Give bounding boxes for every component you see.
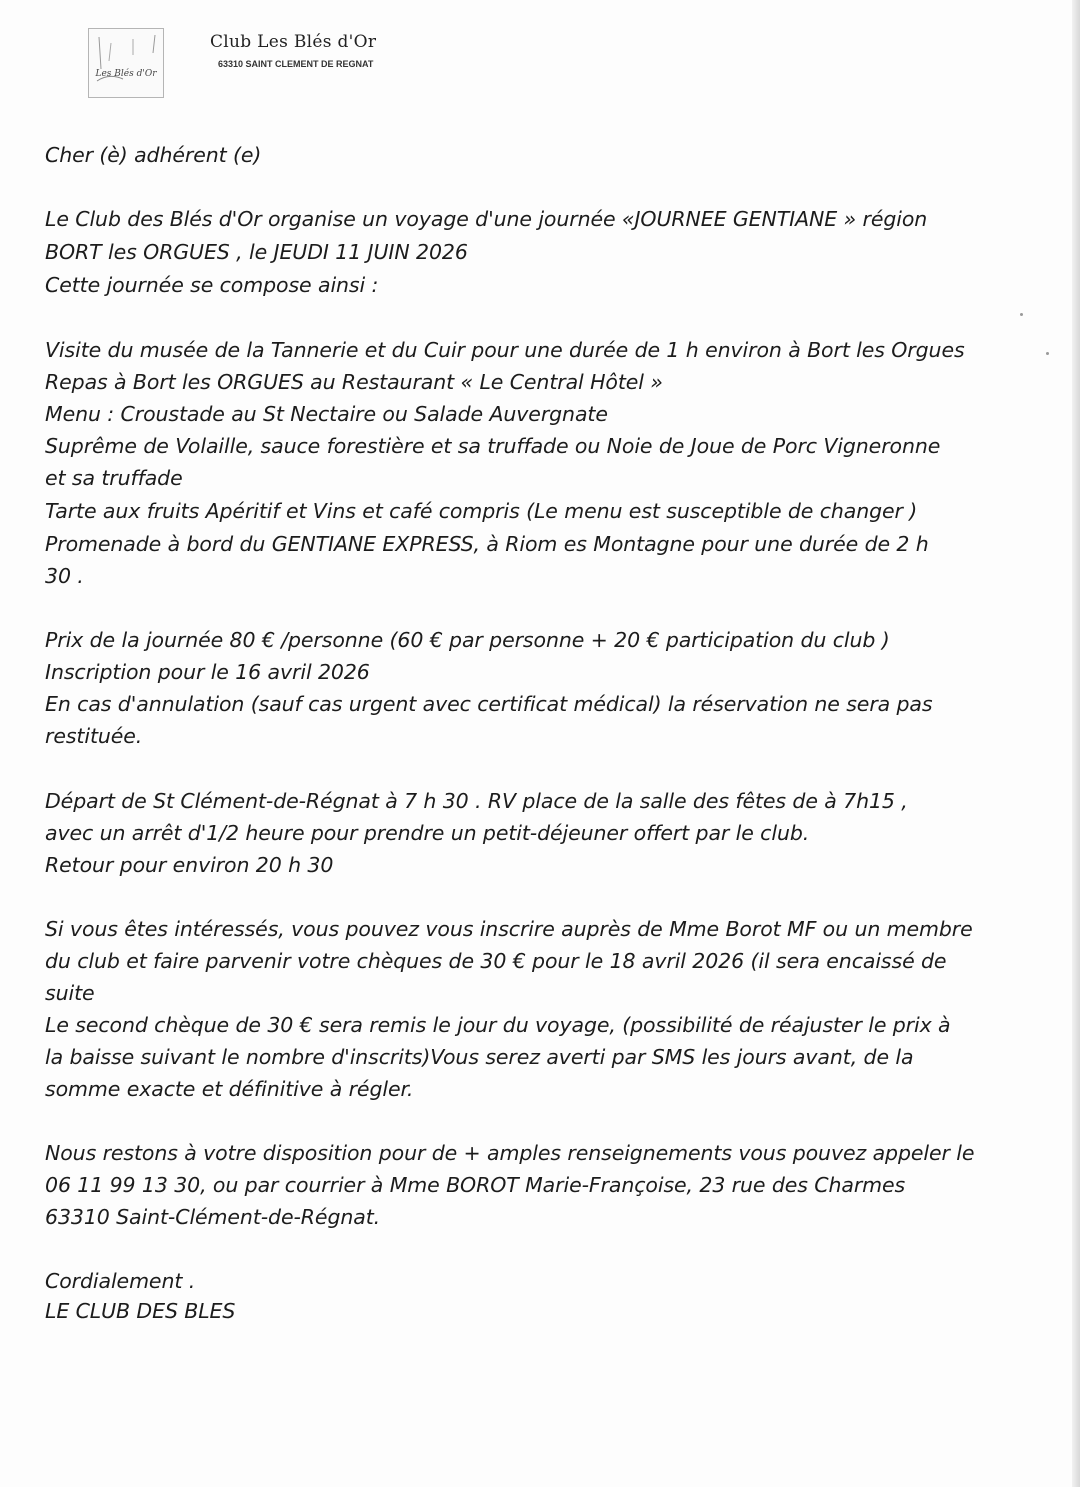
club-address: 63310 SAINT CLEMENT DE REGNAT <box>218 59 374 69</box>
registration-line: suite <box>45 981 95 1005</box>
price-line: Inscription pour le 16 avril 2026 <box>45 660 370 684</box>
price-line: En cas d'annulation (sauf cas urgent avec certificat médical) la réservation ne sera pas <box>45 692 933 716</box>
departure-line: Départ de St Clément-de-Régnat à 7 h 30 . RV place de la salle des fêtes de à 7h15 , <box>45 789 908 813</box>
price-line: restituée. <box>45 724 143 748</box>
club-logo <box>88 28 164 98</box>
signature: LE CLUB DES BLES <box>45 1299 236 1323</box>
program-line: et sa truffade <box>45 466 183 490</box>
page-edge-shadow <box>1072 0 1080 1487</box>
program-line: Visite du musée de la Tannerie et du Cuir pour une durée de 1 h environ à Bort les Orgues <box>45 338 965 362</box>
scan-speck <box>1046 352 1049 355</box>
program-line: Tarte aux fruits Apéritif et Vins et café compris (Le menu est susceptible de changer ) <box>45 499 918 523</box>
scan-speck <box>1020 313 1023 316</box>
registration-line: Le second chèque de 30 € sera remis le jour du voyage, (possibilité de réajuster le prix à <box>45 1013 951 1037</box>
intro-line: Le Club des Blés d'Or organise un voyage d'une journée «JOURNEE GENTIANE » région <box>45 207 928 231</box>
intro-line: Cette journée se compose ainsi : <box>45 273 379 297</box>
intro-line: BORT les ORGUES , le JEUDI 11 JUIN 2026 <box>45 240 468 264</box>
salutation: Cher (è) adhérent (e) <box>45 143 262 167</box>
club-name: Club Les Blés d'Or <box>210 32 377 52</box>
program-line: Repas à Bort les ORGUES au Restaurant « Le Central Hôtel » <box>45 370 663 394</box>
registration-line: du club et faire parvenir votre chèques de 30 € pour le 18 avril 2026 (il sera encaissé de <box>45 949 947 973</box>
logo-text: Les Blés d'Or <box>95 69 157 79</box>
registration-line: somme exacte et définitive à régler. <box>45 1077 414 1101</box>
program-line: Suprême de Volaille, sauce forestière et sa truffade ou Noie de Joue de Porc Vigneronne <box>45 434 941 458</box>
program-line: Menu : Croustade au St Nectaire ou Salade Auvergnate <box>45 402 608 426</box>
wheat-icon <box>89 29 165 99</box>
departure-line: Retour pour environ 20 h 30 <box>45 853 334 877</box>
registration-line: Si vous êtes intéressés, vous pouvez vous inscrire auprès de Mme Borot MF ou un membre <box>45 917 973 941</box>
contact-line: 06 11 99 13 30, ou par courrier à Mme BOROT Marie-Françoise, 23 rue des Charmes <box>45 1173 906 1197</box>
price-line: Prix de la journée 80 € /personne (60 € par personne + 20 € participation du club ) <box>45 628 890 652</box>
closing-line: Cordialement . <box>45 1269 196 1293</box>
program-line: Promenade à bord du GENTIANE EXPRESS, à Riom es Montagne pour une durée de 2 h <box>45 532 929 556</box>
contact-line: 63310 Saint-Clément-de-Régnat. <box>45 1205 381 1229</box>
program-line: 30 . <box>45 564 84 588</box>
registration-line: la baisse suivant le nombre d'inscrits)Vous serez averti par SMS les jours avant, de la <box>45 1045 914 1069</box>
contact-line: Nous restons à votre disposition pour de + amples renseignements vous pouvez appeler le <box>45 1141 975 1165</box>
departure-line: avec un arrêt d'1/2 heure pour prendre un petit-déjeuner offert par le club. <box>45 821 810 845</box>
